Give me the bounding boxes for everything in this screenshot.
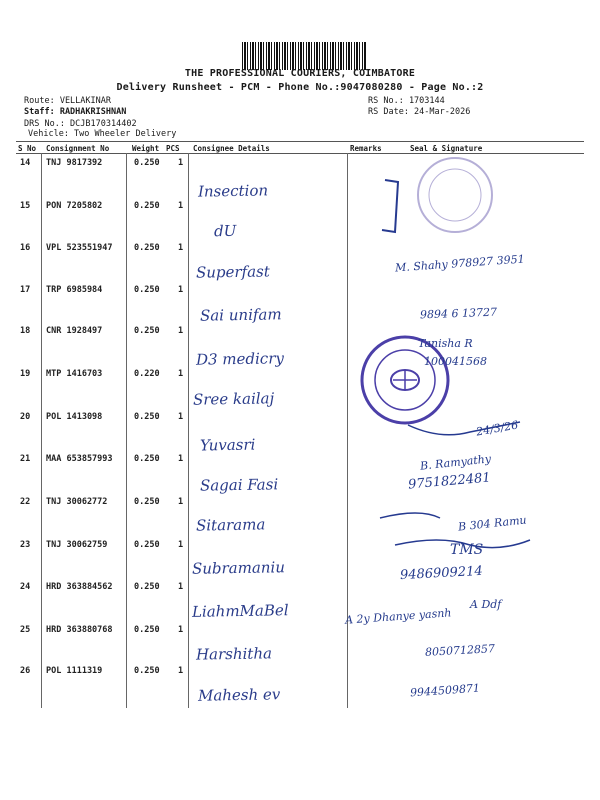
weight-value: 0.250 <box>134 540 160 550</box>
consignee-handwriting: Yuvasri <box>199 435 256 455</box>
company-title: THE PROFESSIONAL COURIERS, COIMBATORE <box>184 68 416 79</box>
weight-value: 0.220 <box>134 369 160 379</box>
row-sno: 15 <box>20 201 31 211</box>
row-sno: 26 <box>20 666 31 676</box>
pcs-value: 1 <box>178 285 184 295</box>
rs-date: RS Date: 24-Mar-2026 <box>368 107 471 117</box>
row-sno: 16 <box>20 243 31 253</box>
weight-value: 0.250 <box>134 243 160 253</box>
consignee-handwriting: Sitarama <box>195 515 266 535</box>
weight-value: 0.250 <box>134 158 160 168</box>
signature-text: 9751822481 <box>407 470 492 493</box>
pcs-value: 1 <box>178 326 184 336</box>
consignment-no: HRD 363884562 <box>46 582 113 592</box>
row-sno: 14 <box>20 158 31 168</box>
signature-text: B. Ramyathy <box>419 452 492 473</box>
consignee-handwriting: Insection <box>197 181 269 201</box>
pcs-value: 1 <box>178 582 184 592</box>
signature-text: M. Shahy 978927 3951 <box>394 252 526 275</box>
faint-round-stamp <box>418 158 492 232</box>
row-sno: 21 <box>20 454 31 464</box>
col-consignment: Consignment No <box>46 144 110 153</box>
weight-value: 0.250 <box>134 285 160 295</box>
consignment-no: TNJ 30062772 <box>46 497 108 507</box>
pcs-value: 1 <box>178 158 184 168</box>
weight-value: 0.250 <box>134 666 160 676</box>
row-sno: 24 <box>20 582 31 592</box>
signature-text: 9894 6 13727 <box>419 305 498 322</box>
consignment-no: MAA 653857993 <box>46 454 113 464</box>
row-sno: 22 <box>20 497 31 507</box>
weight-value: 0.250 <box>134 625 160 635</box>
weight-value: 0.250 <box>134 582 160 592</box>
signature-text: A Ddf <box>470 598 502 611</box>
col-remarks: Remarks <box>350 144 382 153</box>
consignee-handwriting: Subramaniu <box>191 558 286 578</box>
consignment-no: CNR 1928497 <box>46 326 103 336</box>
bracket-mark <box>382 180 398 232</box>
row-sno: 18 <box>20 326 31 336</box>
signature-text: 9486909214 <box>399 563 484 584</box>
rs-number: RS No.: 1703144 <box>368 96 445 106</box>
consignment-no: HRD 363880768 <box>46 625 113 635</box>
col-consignee: Consignee Details <box>193 144 270 153</box>
pcs-value: 1 <box>178 497 184 507</box>
pcs-value: 1 <box>178 454 184 464</box>
row-sno: 19 <box>20 369 31 379</box>
col-weight: Weight <box>132 144 160 153</box>
consignment-no: TNJ 9817392 <box>46 158 103 168</box>
route-label: Route: VELLAKINAR <box>24 96 111 106</box>
runsheet-subtitle: Delivery Runsheet - PCM - Phone No.:9047080280 - Page No.:2 <box>116 82 484 93</box>
row-sno: 20 <box>20 412 31 422</box>
signature-text: 8050712857 <box>424 642 496 659</box>
row-sno: 23 <box>20 540 31 550</box>
pcs-value: 1 <box>178 540 184 550</box>
consignee-handwriting: D3 medicry <box>195 349 285 369</box>
signature-text: Tanisha R <box>418 337 473 350</box>
col-pcs: PCS <box>166 144 180 153</box>
col-sno: S No <box>18 144 37 153</box>
weight-value: 0.250 <box>134 201 160 211</box>
consignee-handwriting: Sagai Fasi <box>199 475 279 495</box>
consignment-no: PON 7205802 <box>46 201 103 211</box>
consignment-no: TRP 6985984 <box>46 285 103 295</box>
consignment-no: POL 1413098 <box>46 412 103 422</box>
consignment-no: POL 1111319 <box>46 666 103 676</box>
weight-value: 0.250 <box>134 326 160 336</box>
signature-text: TMS <box>450 542 484 558</box>
consignment-no: TNJ 30062759 <box>46 540 108 550</box>
pcs-value: 1 <box>178 369 184 379</box>
weight-value: 0.250 <box>134 454 160 464</box>
signature-text: A 2y Dhanye yasnh <box>344 606 452 627</box>
consignee-handwriting: Mahesh ev <box>197 685 281 705</box>
consignee-handwriting: dU <box>213 221 237 241</box>
pcs-value: 1 <box>178 625 184 635</box>
consignment-no: MTP 1416703 <box>46 369 103 379</box>
col-seal: Seal & Signature <box>410 144 483 153</box>
signature-text: 9944509871 <box>409 681 481 700</box>
consignee-handwriting: Sree kailaj <box>192 389 275 409</box>
pcs-value: 1 <box>178 201 184 211</box>
signature-stroke <box>380 513 440 518</box>
weight-value: 0.250 <box>134 497 160 507</box>
signature-text: 100041568 <box>424 355 487 368</box>
consignment-no: VPL 523551947 <box>46 243 113 253</box>
row-sno: 17 <box>20 285 31 295</box>
consignee-handwriting: Sai unifam <box>199 305 282 325</box>
pcs-value: 1 <box>178 243 184 253</box>
pcs-value: 1 <box>178 666 184 676</box>
weight-value: 0.250 <box>134 412 160 422</box>
staff-label: Staff: RADHAKRISHNAN <box>24 107 127 117</box>
row-sno: 25 <box>20 625 31 635</box>
vehicle-label: Vehicle: Two Wheeler Delivery <box>28 129 177 139</box>
drs-label: DRS No.: DCJB170314402 <box>24 119 137 129</box>
signature-text: B 304 Ramu <box>457 513 528 534</box>
pcs-value: 1 <box>178 412 184 422</box>
consignee-handwriting: Harshitha <box>195 644 273 664</box>
consignee-handwriting: Superfast <box>195 262 270 282</box>
signature-text: 24/3/26 <box>475 418 520 439</box>
consignee-handwriting: LiahmMaBel <box>191 601 289 621</box>
